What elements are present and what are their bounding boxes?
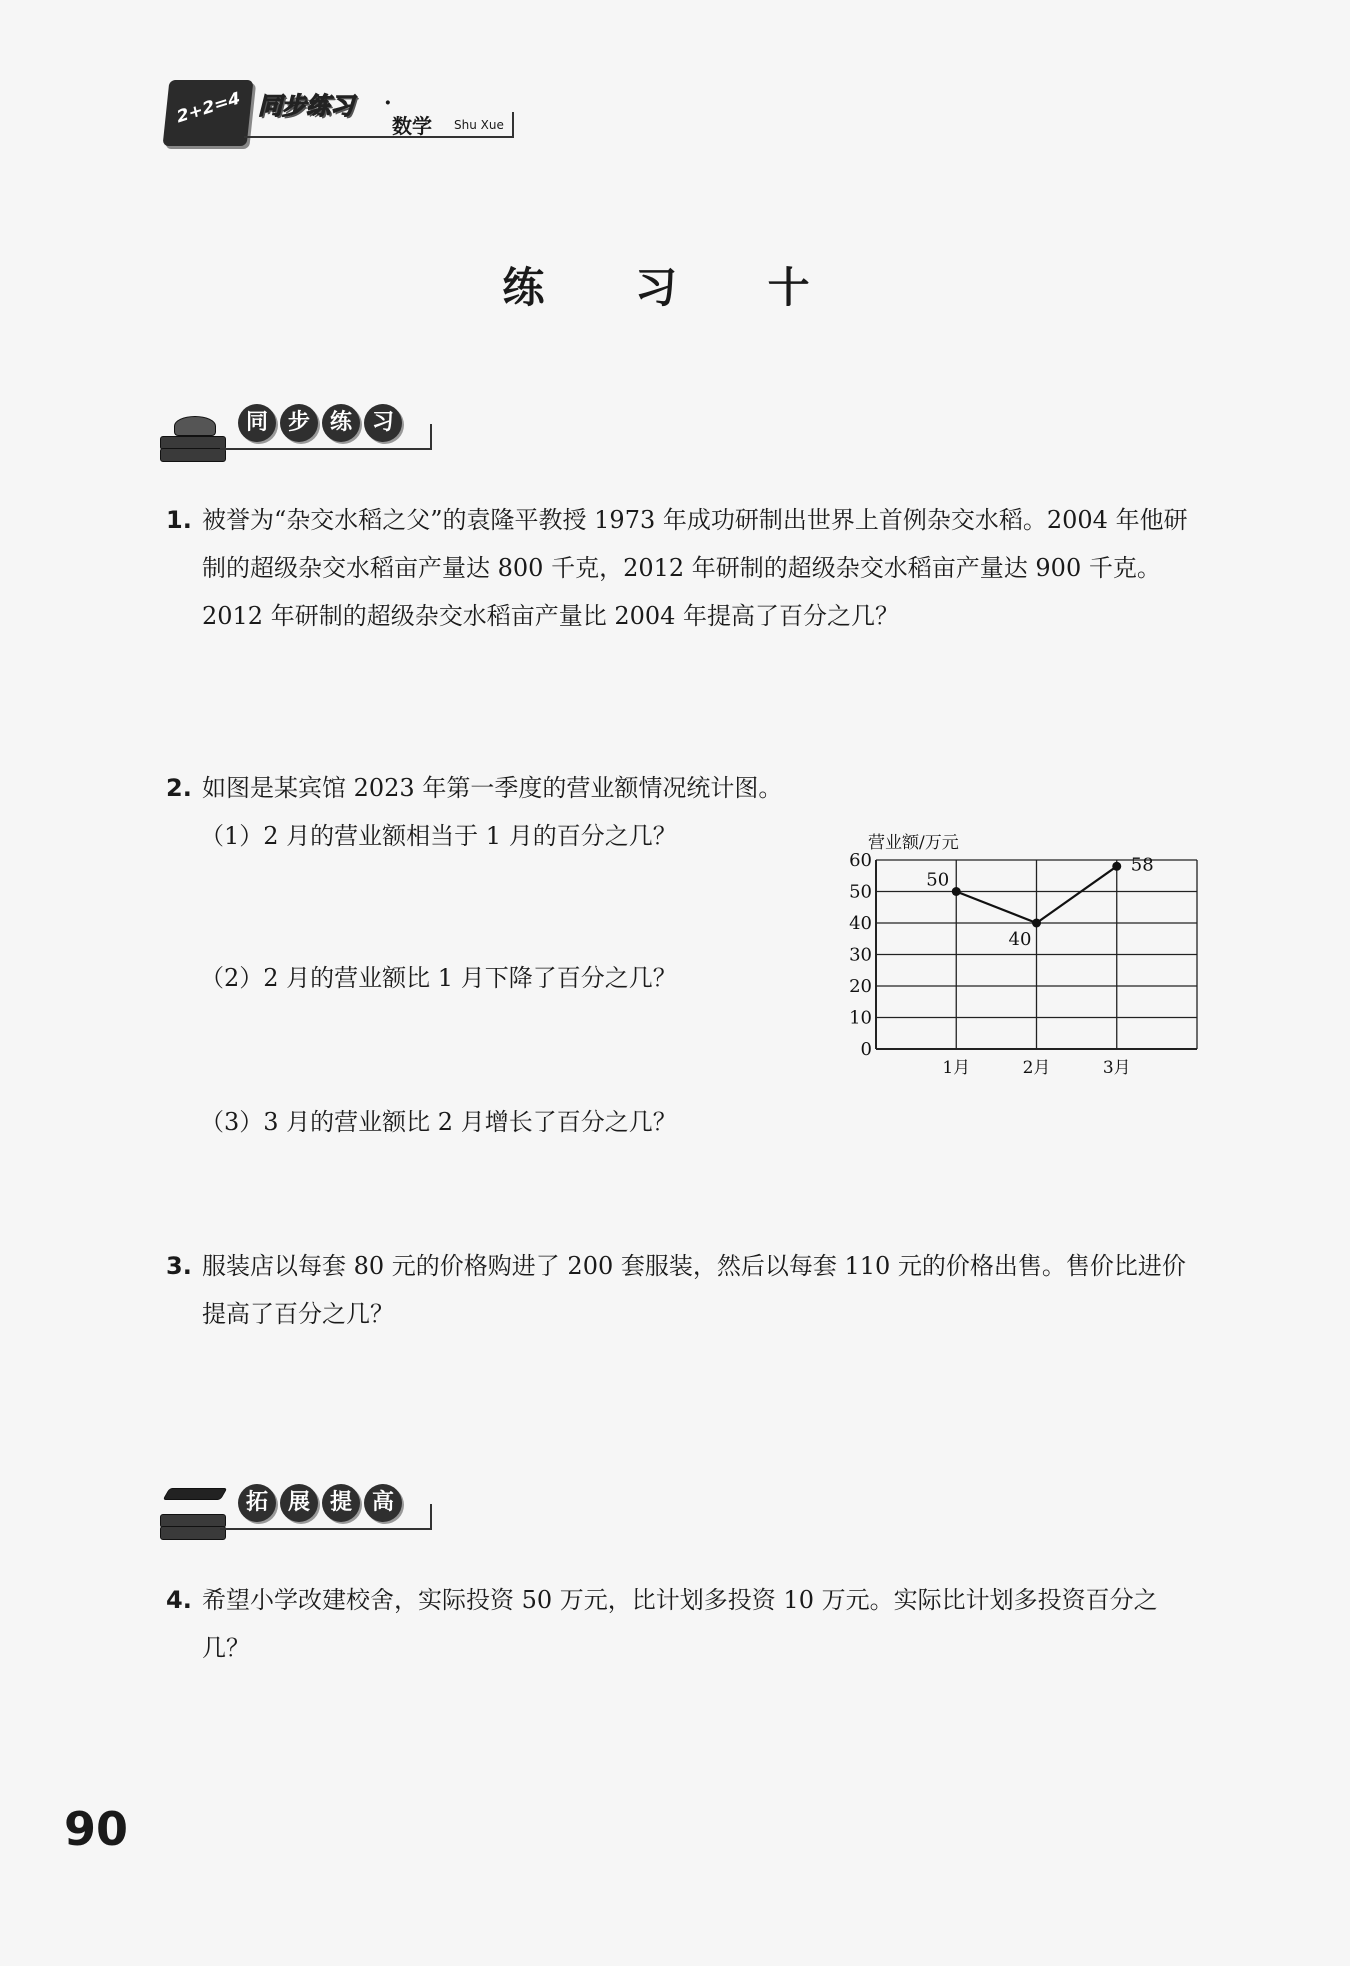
chart-ytick-label: 0 [860, 1039, 872, 1060]
section-banner-sync-practice [160, 384, 460, 464]
chart-data-label: 58 [1130, 854, 1154, 876]
question-2-part-3: （3）3 月的营业额比 2 月增长了百分之几？ [200, 1108, 677, 1136]
banner-char: 同 [238, 404, 276, 442]
chart-xtick-label: 1月 [942, 1058, 971, 1078]
banner-char: 步 [280, 404, 318, 442]
chart-data-label: 50 [926, 869, 950, 891]
chart-xtick-label: 3月 [1102, 1058, 1131, 1078]
subject-pinyin: Shu Xue [454, 118, 504, 132]
chart-ytick-label: 10 [849, 1007, 872, 1029]
banner-char: 拓 [238, 1484, 276, 1522]
question-number: 3. [166, 1252, 192, 1280]
question-2 [166, 764, 1202, 812]
page-header [162, 74, 522, 154]
chart-svg [840, 828, 1210, 1088]
chart-ytick-label: 20 [849, 976, 872, 997]
books-cap-icon [160, 1484, 226, 1540]
banner-char: 提 [322, 1484, 360, 1522]
header-rule-end [512, 112, 514, 138]
banner-char: 展 [280, 1484, 318, 1522]
header-rule [244, 136, 514, 138]
banner-char: 练 [322, 404, 360, 442]
banner-chars [238, 1484, 402, 1522]
question-4 [166, 1576, 1202, 1672]
banner-chars [238, 404, 402, 442]
chart-data-point [1032, 919, 1041, 928]
banner-char: 习 [364, 404, 402, 442]
page-number: 90 [64, 1802, 129, 1856]
page-title: 练 习 十 [502, 263, 848, 312]
question-text: 希望小学改建校舍，实际投资 50 万元，比计划多投资 10 万元。实际比计划多投资百分之几？ [202, 1586, 1158, 1662]
chart-xtick-label: 2月 [1022, 1058, 1051, 1078]
question-number: 4. [166, 1586, 192, 1614]
header-dot: · [384, 90, 392, 116]
revenue-line-chart [840, 828, 1210, 1088]
chart-ylabel: 营业额/万元 [868, 833, 959, 853]
chart-ytick-label: 50 [849, 881, 872, 903]
blackboard-icon [163, 80, 254, 146]
question-2-part-1: （1）2 月的营业额相当于 1 月的百分之几？ [200, 822, 677, 850]
subject-label: 数学 [392, 114, 432, 138]
banner-rule [220, 1528, 432, 1530]
chart-data-point [952, 887, 961, 896]
question-text: 被誉为“杂交水稻之父”的袁隆平教授 1973 年成功研制出世界上首例杂交水稻。2004 年他研制的超级杂交水稻亩产量达 800 千克，2012 年研制的超级杂交水稻亩产量达 900 千克。2012 年研制的超级杂交水稻亩产量比 2004 年提高了百分之几？ [202, 506, 1188, 630]
banner-rule-end [430, 1504, 432, 1530]
series-title: 同步练习 [258, 92, 354, 120]
question-1 [166, 496, 1202, 640]
question-number: 1. [166, 506, 192, 534]
chart-ytick-label: 40 [849, 913, 872, 934]
blackboard-text: 2+2=4 [174, 88, 243, 128]
question-text: 如图是某宾馆 2023 年第一季度的营业额情况统计图。 [202, 774, 783, 802]
chart-ytick-label: 30 [849, 944, 872, 966]
banner-char: 高 [364, 1484, 402, 1522]
section-banner-extension [160, 1464, 460, 1544]
chart-data-point [1112, 862, 1121, 871]
chart-data-label: 40 [1008, 929, 1032, 950]
chart-ytick-label: 60 [849, 850, 872, 871]
books-lamp-icon [160, 404, 226, 460]
question-3 [166, 1242, 1202, 1338]
question-2-part-2: （2）2 月的营业额比 1 月下降了百分之几？ [200, 964, 677, 992]
question-text: 服装店以每套 80 元的价格购进了 200 套服装，然后以每套 110 元的价格出售。售价比进价提高了百分之几？ [202, 1252, 1186, 1328]
banner-rule [220, 448, 432, 450]
question-number: 2. [166, 774, 192, 802]
banner-rule-end [430, 424, 432, 450]
